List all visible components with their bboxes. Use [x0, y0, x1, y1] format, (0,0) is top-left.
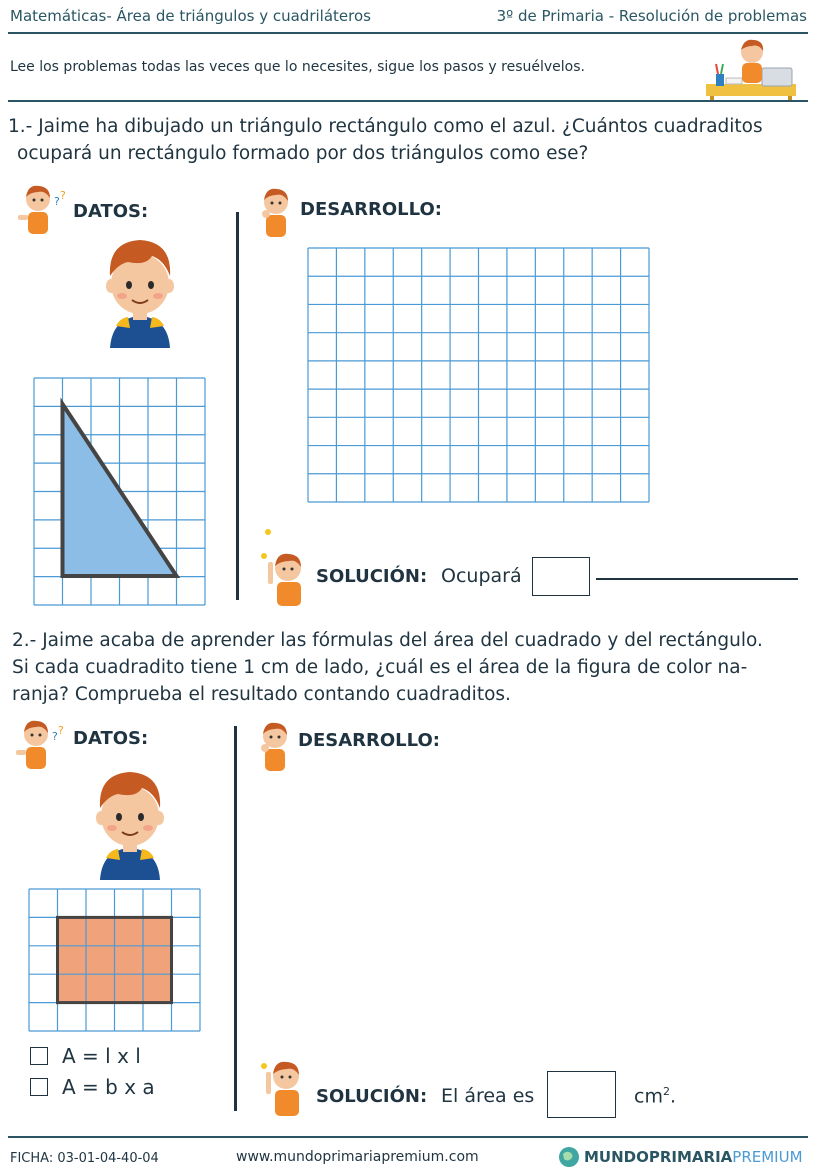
header-rule: [8, 32, 808, 34]
footer-ficha: [10, 1151, 159, 1166]
svg-text:?: ?: [54, 195, 60, 208]
problem2-separator: [234, 726, 237, 1111]
problem1-line2: ocupará un rectángulo formado por dos triángulos como ese?: [17, 143, 589, 164]
brand-mundo: MUNDO: [584, 1148, 649, 1166]
unit-period: .: [669, 1085, 677, 1108]
problem2-desarrollo-label: DESARROLLO:: [298, 730, 440, 751]
problem1-line1: 1.- Jaime ha dibujado un triángulo rectángulo como el azul. ¿Cuántos cuadraditos: [8, 116, 763, 137]
unit-text: cm: [634, 1085, 663, 1108]
problem1-separator: [236, 212, 239, 600]
brand-premium: PREMIUM: [732, 1148, 803, 1166]
formula-option-2[interactable]: [30, 1075, 155, 1099]
development-grid: [308, 248, 649, 502]
formula-2: A = b x a: [62, 1075, 155, 1099]
triangle-grid: [34, 378, 205, 605]
problem2-line3: ranja? Comprueba el resultado contando cuadraditos.: [12, 684, 511, 705]
problem1-solution-text: Ocupará: [441, 565, 522, 587]
globe-icon: [558, 1146, 580, 1168]
problem1-solution-label: SOLUCIÓN:: [316, 566, 428, 587]
formula-option-1[interactable]: [30, 1044, 141, 1068]
problem1-answer-line[interactable]: [596, 578, 798, 580]
instructions-rule: [8, 100, 808, 102]
svg-text:?: ?: [60, 189, 66, 202]
header-grade: 3º de Primaria - Resolución de problemas: [496, 7, 807, 25]
boy-face-illustration: [96, 768, 164, 880]
formula-checkbox-1[interactable]: [30, 1047, 48, 1065]
problem2-datos-label: DATOS:: [73, 728, 149, 749]
ficha-code: 03-01-04-40-04: [57, 1151, 159, 1166]
problem1-desarrollo-label: DESARROLLO:: [300, 199, 442, 220]
formula-1: A = l x l: [62, 1044, 141, 1068]
boy-idea-icon: [258, 1058, 306, 1120]
problem2-answer-box[interactable]: [547, 1071, 616, 1118]
boy-at-desk-illustration: [704, 38, 798, 100]
footer-rule: [8, 1136, 808, 1138]
formula-checkbox-2[interactable]: [30, 1078, 48, 1096]
thinking-boy-icon: [16, 183, 72, 239]
boy-idea-icon: [258, 528, 306, 610]
brand-logo: [558, 1146, 803, 1168]
unit-exponent: 2: [662, 1085, 670, 1098]
problem2-solution-label: SOLUCIÓN:: [316, 1086, 428, 1107]
problem2-solution-text: El área es: [441, 1085, 535, 1107]
footer-url[interactable]: www.mundoprimariapremium.com: [236, 1149, 479, 1165]
rectangle-grid: [29, 889, 200, 1031]
boy-thinking-icon: [258, 186, 294, 242]
svg-text:?: ?: [58, 724, 64, 737]
thinking-boy-icon: [14, 718, 70, 774]
brand-primaria: PRIMARIA: [648, 1148, 733, 1166]
problem2-development-area[interactable]: [298, 760, 803, 1050]
header-subject: Matemáticas- Área de triángulos y cuadriláteros: [10, 7, 371, 25]
boy-face-illustration: [106, 236, 174, 348]
problem2-line1: 2.- Jaime acaba de aprender las fórmulas del área del cuadrado y del rectángulo.: [12, 630, 763, 651]
ficha-label: FICHA:: [10, 1151, 54, 1166]
problem1-datos-label: DATOS:: [73, 201, 149, 222]
area-unit: [634, 1085, 676, 1107]
problem2-line2: Si cada cuadradito tiene 1 cm de lado, ¿cuál es el área de la figura de color na-: [12, 657, 748, 678]
problem1-answer-box[interactable]: [532, 557, 590, 596]
svg-text:?: ?: [52, 730, 58, 743]
instructions: Lee los problemas todas las veces que lo necesites, sigue los pasos y resuélvelos.: [10, 59, 585, 75]
boy-thinking-icon: [257, 720, 293, 776]
